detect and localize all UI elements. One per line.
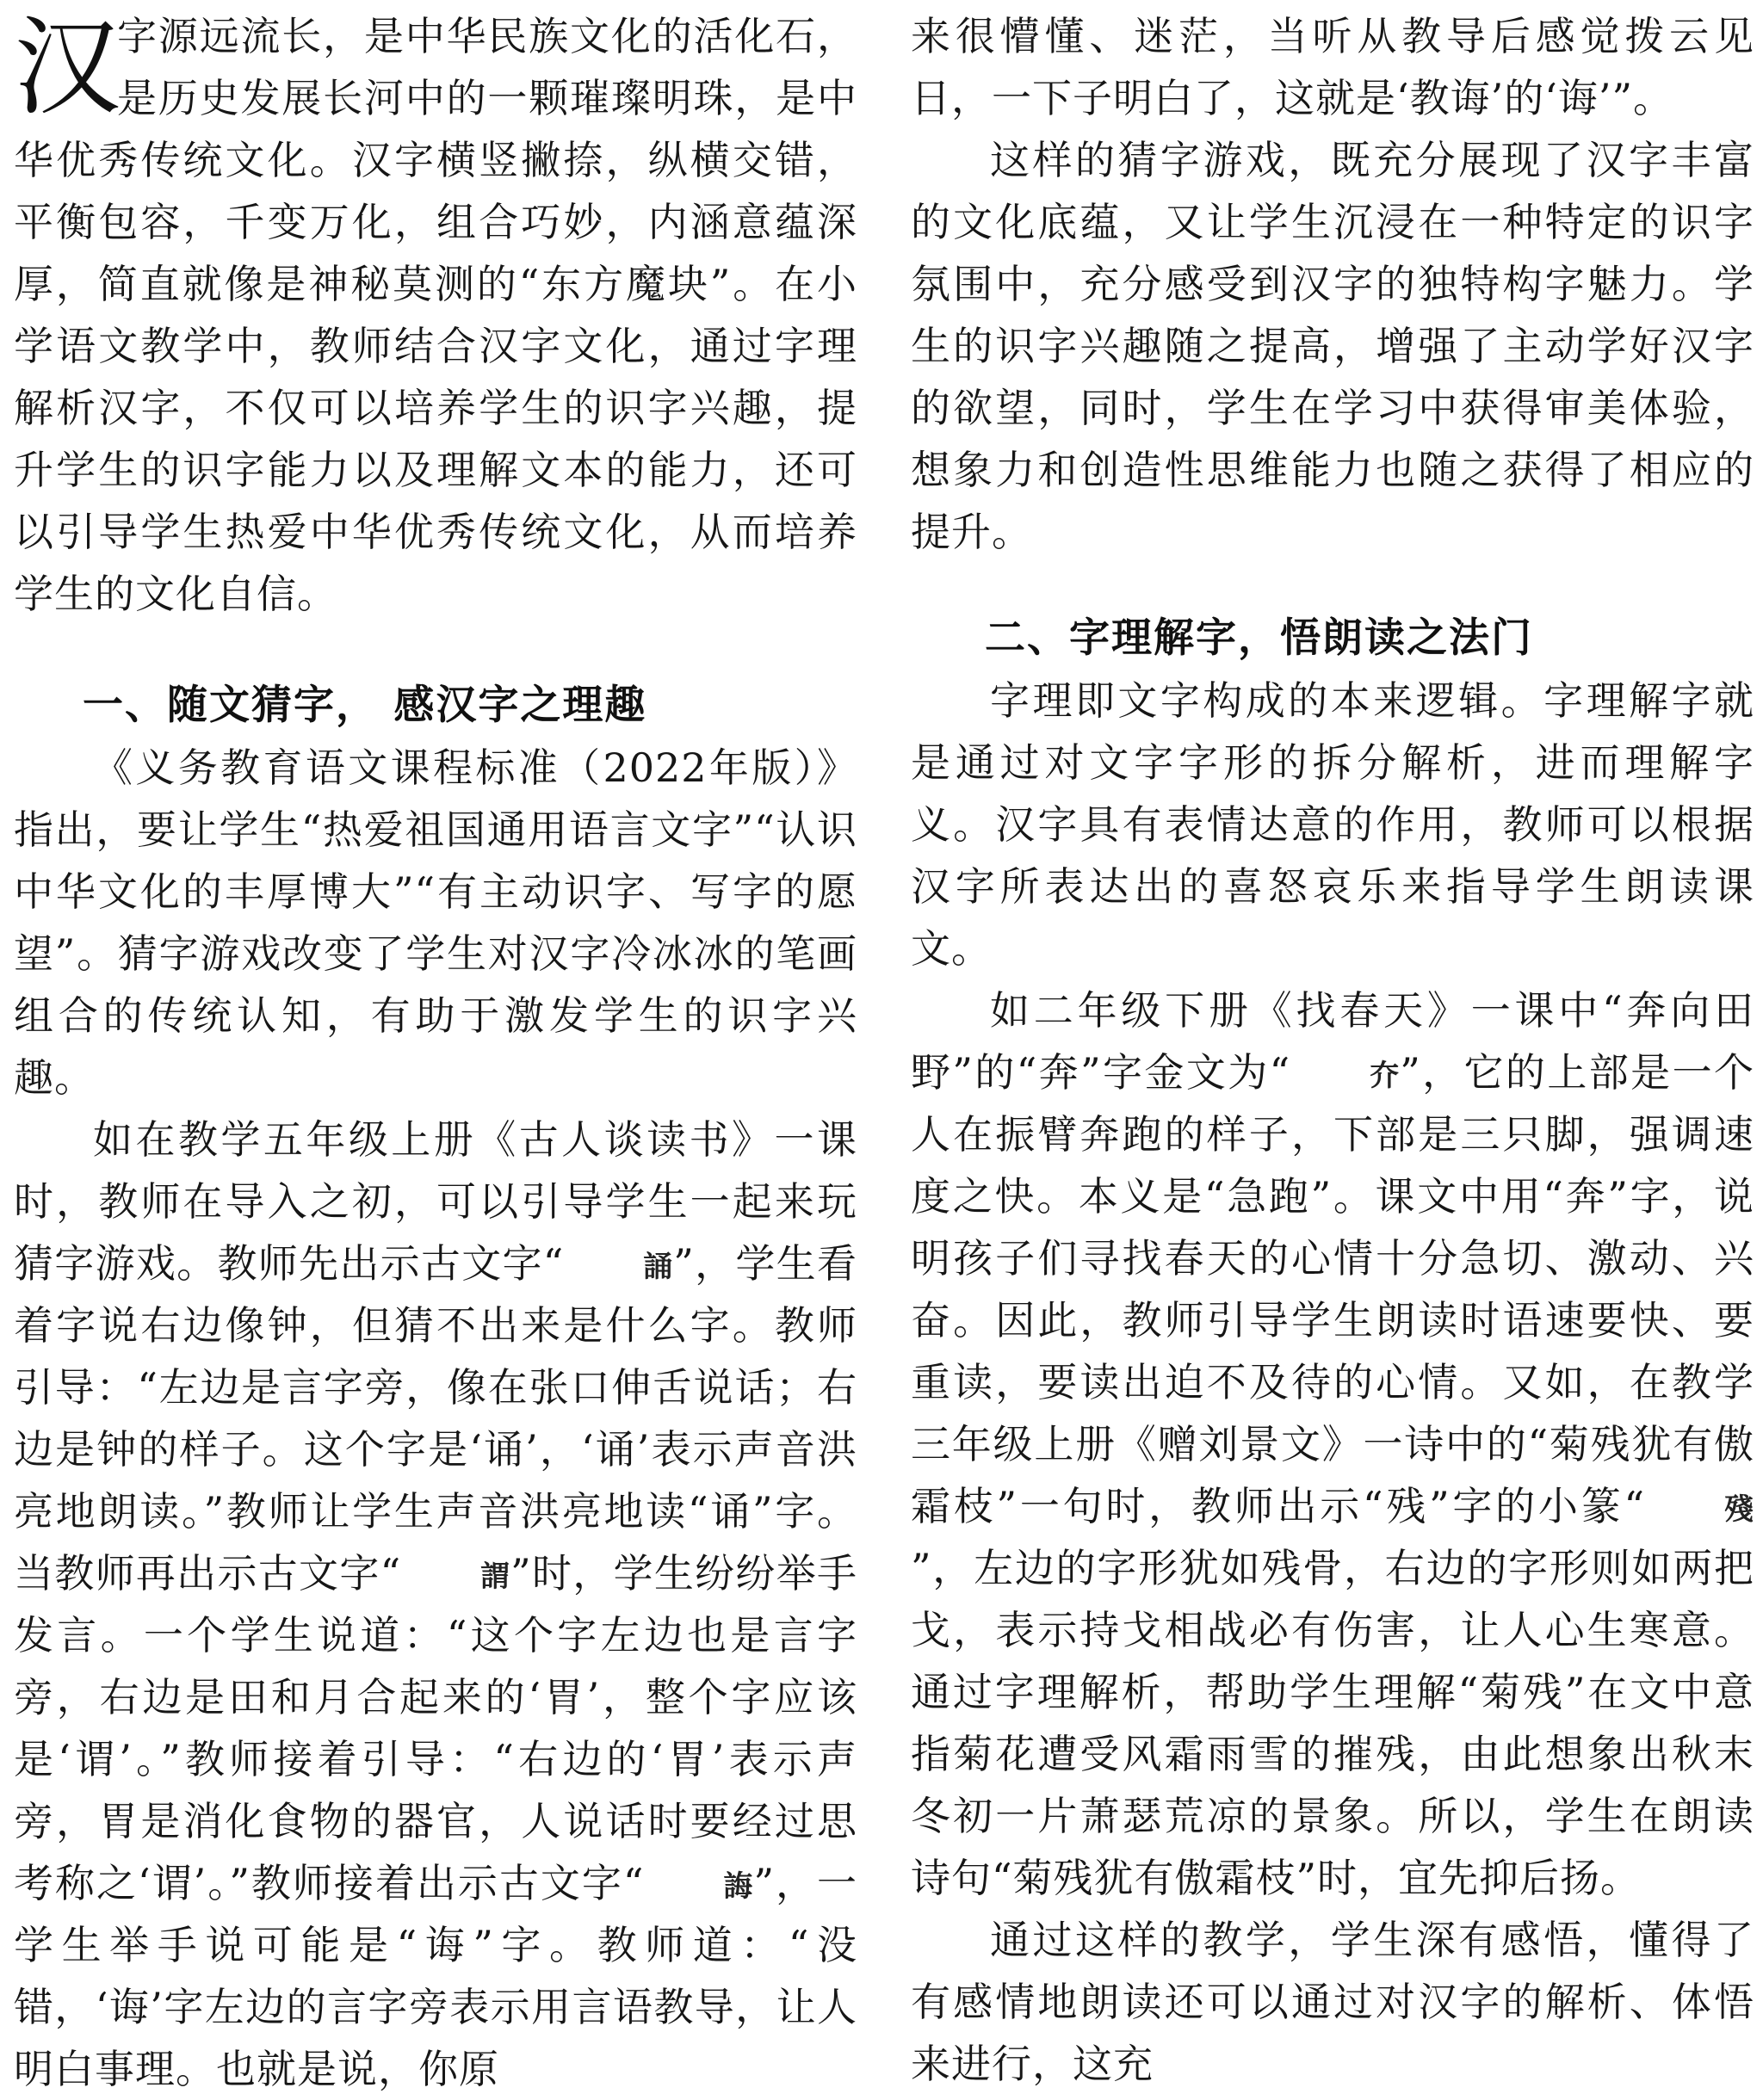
section1-paragraph-2 — [14, 1109, 857, 2100]
section-heading-1: 一、随文猜字， 感汉字之理趣 — [83, 682, 647, 729]
ancient-glyph-can: 殘 — [1724, 1492, 1754, 1527]
ancient-glyph-wei: 謂 — [480, 1560, 511, 1594]
intro-text: 字源远流长，是中华民族文化的活化石，是历史发展长河中的一颗璀璨明珠，是中华优秀传统文化。汉字横竖撇捺，纵横交错，平衡包容，千变万化，组合巧妙，内涵意蕴深厚，简直就像是神秘莫测的“东方魔块”。在小学语文教学中，教师结合汉字文化，通过字理解析汉字，不仅可以培养学生的识字兴趣，提升学生的识字能力以及理解文本的能力，还可以引导学生热爱中华优秀传统文化，从而培养学生的文化自信。 — [14, 13, 857, 617]
section-heading-2: 二、字理解字，悟朗读之法门 — [985, 615, 1533, 662]
section1-paragraph-1: 《义务教育语文课程标准（2022年版）》指出，要让学生“热爱祖国通用语言文字”“认识中华文化的丰厚博大”“有主动识字、写字的愿望”。猜字游戏改变了学生对汉字冷冰冰的笔画组合的传统认知，有助于激发学生的识字兴趣。 — [14, 744, 857, 1101]
intro-paragraph — [14, 5, 857, 625]
section2-paragraph-2 — [911, 979, 1754, 1909]
text-run: ”，学生看着字说右边像钟，但猜不出来是什么字。教师引导：“左边是言字旁，像在张口伸舌说话；右边是钟的样子。这个字是‘诵’，‘诵’表示声音洪亮地朗读。”教师让学生声音洪亮地读“诵”字。当教师再出示古文字“ — [14, 1240, 857, 1597]
game-summary-paragraph: 这样的猜字游戏，既充分展现了汉字丰富的文化底蕴，又让学生沉浸在一种特定的识字氛围中，充分感受到汉字的独特构字魅力。学生的识字兴趣随之提高，增强了主动学好汉字的欲望，同时，学生在学习中获得审美体验，想象力和创造性思维能力也随之获得了相应的提升。 — [911, 137, 1754, 555]
ancient-glyph-ben: 夰 — [1370, 1059, 1401, 1093]
left-column — [14, 5, 857, 2100]
text-run: ”，一学生举手说可能是“诲”字。教师道：“没错，‘诲’字左边的言字旁表示用言语教导，让人明白事理。也就是说，你原 — [14, 1860, 857, 2092]
text-run: ”，左边的字形犹如残骨，右边的字形则如两把戈，表示持戈相战必有伤害，让人心生寒意。通过字理解析，帮助学生理解“菊残”在文中意指菊花遭受风霜雨雪的摧残，由此想象出秋末冬初一片萧瑟荒凉的景象。所以，学生在朗读诗句“菊残犹有傲霜枝”时，宜先抑后扬。 — [911, 1545, 1754, 1901]
section2-paragraph-1: 字理即文字构成的本来逻辑。字理解字就是通过对文字字形的拆分解析，进而理解字义。汉字具有表情达意的作用，教师可以根据汉字所表达出的喜怒哀乐来指导学生朗读课文。 — [911, 677, 1754, 972]
text-run: ”时，学生纷纷举手发言。一个学生说道：“这个字左边也是言字旁，右边是田和月合起来的‘胃’，整个字应该是‘谓’。”教师接着引导：“右边的‘胃’表示声旁，胃是消化食物的器官，人说话时要经过思考称之‘谓’。”教师接着出示古文字“ — [14, 1550, 857, 1906]
drop-cap: 汉 — [14, 6, 122, 130]
text-run: 如在教学五年级上册《古人谈读书》一课时，教师在导入之初，可以引导学生一起来玩猜字游戏。教师先出示古文字“ — [14, 1116, 857, 1287]
continued-paragraph: 来很懵懂、迷茫，当听从教导后感觉拨云见日，一下子明白了，这就是‘教诲’的‘诲’”。 — [911, 13, 1754, 121]
ancient-glyph-hui: 誨 — [723, 1869, 754, 1904]
text-run: ”，它的上部是一个人在振臂奔跑的样子，下部是三只脚，强调速度之快。本义是“急跑”。课文中用“奔”字，说明孩子们寻找春天的心情十分急切、激动、兴奋。因此，教师引导学生朗读时语速要快、要重读，要读出迫不及待的心情。又如，在教学三年级上册《赠刘景文》一诗中的“菊残犹有傲霜枝”一句时，教师出示“残”字的小篆“ — [911, 1049, 1754, 1529]
section2-paragraph-3: 通过这样的教学，学生深有感悟，懂得了有感情地朗读还可以通过对汉字的解析、体悟来进行，这充 — [911, 1917, 1754, 2087]
right-column — [911, 5, 1754, 2095]
ancient-glyph-song: 誦 — [643, 1250, 674, 1284]
text-run: 如二年级下册《找春天》一课中“奔向田野”的“奔”字金文为“ — [911, 987, 1754, 1096]
